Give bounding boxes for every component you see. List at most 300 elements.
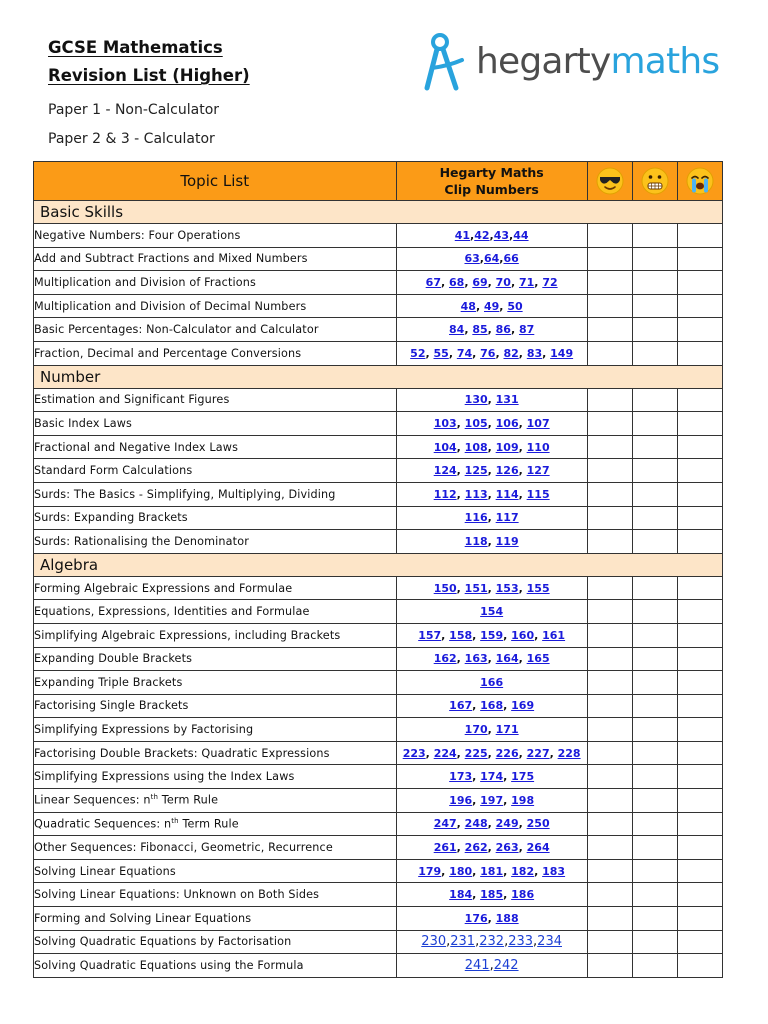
topic-name: Standard Form Calculations (34, 459, 397, 483)
clip-numbers: 241,242 (396, 954, 587, 978)
clip-link[interactable]: 230 (421, 934, 447, 950)
clip-numbers: 179, 180, 181, 182, 183 (396, 859, 587, 883)
unsure-checkbox[interactable] (632, 271, 677, 295)
clip-link[interactable]: 103 (433, 416, 457, 430)
table-row (34, 907, 723, 931)
clip-link[interactable]: 117 (495, 511, 519, 525)
clip-link[interactable]: 127 (526, 464, 550, 478)
clip-numbers: 130, 131 (396, 388, 587, 412)
confident-checkbox[interactable] (587, 883, 632, 907)
clip-link[interactable]: 263 (495, 841, 519, 855)
clip-link[interactable]: 158 (449, 628, 473, 642)
clip-link[interactable]: 87 (518, 323, 535, 337)
not-confident-checkbox[interactable] (677, 576, 722, 600)
table-row (34, 435, 723, 459)
clip-link[interactable]: 176 (464, 911, 488, 925)
not-confident-checkbox[interactable] (677, 765, 722, 789)
not-confident-checkbox[interactable] (677, 718, 722, 742)
clip-numbers: 112, 113, 114, 115 (396, 482, 587, 506)
clip-link[interactable]: 227 (526, 746, 550, 760)
clip-numbers: 261, 262, 263, 264 (396, 836, 587, 860)
clip-numbers: 247, 248, 249, 250 (396, 812, 587, 836)
clip-numbers: 173, 174, 175 (396, 765, 587, 789)
clip-link[interactable]: 171 (495, 723, 519, 737)
hegartymaths-logo (418, 30, 740, 96)
unsure-checkbox[interactable] (632, 741, 677, 765)
table-row (34, 388, 723, 412)
not-confident-checkbox[interactable] (677, 907, 722, 931)
confident-checkbox[interactable] (587, 623, 632, 647)
clip-link[interactable]: 262 (464, 841, 488, 855)
unsure-checkbox[interactable] (632, 435, 677, 459)
topic-name: Expanding Triple Brackets (34, 671, 397, 695)
topic-name: Simplifying Expressions using the Index Laws (34, 765, 397, 789)
clip-link[interactable]: 74 (456, 346, 473, 360)
table-row (34, 506, 723, 530)
clip-link[interactable]: 69 (472, 275, 488, 289)
unsure-checkbox[interactable] (632, 836, 677, 860)
confident-checkbox[interactable] (587, 576, 632, 600)
clip-link[interactable]: 150 (433, 581, 457, 595)
clip-numbers: 84, 85, 86, 87 (396, 318, 587, 342)
clip-link[interactable]: 188 (495, 911, 519, 925)
not-confident-checkbox[interactable] (677, 318, 722, 342)
clip-link[interactable]: 110 (526, 440, 550, 454)
topic-list-header: Topic List (34, 162, 397, 201)
clip-link[interactable]: 68 (449, 275, 465, 289)
clip-link[interactable]: 119 (495, 534, 519, 548)
clip-numbers: 118, 119 (396, 530, 587, 554)
clip-link[interactable]: 154 (480, 605, 504, 619)
clip-link[interactable]: 160 (511, 628, 535, 642)
unsure-checkbox[interactable] (632, 671, 677, 695)
clip-link[interactable]: 126 (495, 464, 519, 478)
confident-checkbox[interactable] (587, 388, 632, 412)
clip-link[interactable]: 153 (495, 581, 519, 595)
topic-name: Simplifying Algebraic Expressions, including Brackets (34, 623, 397, 647)
not-confident-checkbox[interactable] (677, 506, 722, 530)
clip-link[interactable]: 234 (537, 934, 562, 950)
topic-name: Multiplication and Division of Decimal Numbers (34, 294, 397, 318)
clip-numbers: 157, 158, 159, 160, 161 (396, 623, 587, 647)
unsure-column-header (632, 162, 677, 201)
unsure-checkbox[interactable] (632, 907, 677, 931)
topic-name: Quadratic Sequences: $n^{th}$ Term Rule (34, 812, 397, 836)
confident-checkbox[interactable] (587, 459, 632, 483)
clip-numbers: 52, 55, 74, 76, 82, 83, 149 (396, 341, 587, 365)
confident-checkbox[interactable] (587, 318, 632, 342)
section-title: Number (34, 365, 723, 388)
topic-name: Other Sequences: Fibonacci, Geometric, Recurrence (34, 836, 397, 860)
clip-link[interactable]: 185 (480, 888, 504, 902)
clip-link[interactable]: 228 (557, 746, 581, 760)
confident-checkbox[interactable] (587, 271, 632, 295)
table-row (34, 482, 723, 506)
not-confident-checkbox[interactable] (677, 459, 722, 483)
topic-name: Negative Numbers: Four Operations (34, 224, 397, 248)
clip-numbers: 184, 185, 186 (396, 883, 587, 907)
table-row (34, 930, 723, 954)
table-row (34, 247, 723, 271)
clip-numbers: 124, 125, 126, 127 (396, 459, 587, 483)
clip-link[interactable]: 242 (493, 958, 519, 974)
confident-checkbox[interactable] (587, 224, 632, 248)
not-confident-checkbox[interactable] (677, 435, 722, 459)
clip-link[interactable]: 167 (449, 699, 473, 713)
table-row (34, 576, 723, 600)
not-confident-checkbox[interactable] (677, 694, 722, 718)
clip-link[interactable]: 124 (433, 464, 457, 478)
not-confident-checkbox[interactable] (677, 341, 722, 365)
unsure-checkbox[interactable] (632, 718, 677, 742)
unsure-checkbox[interactable] (632, 224, 677, 248)
table-row (34, 271, 723, 295)
unsure-checkbox[interactable] (632, 506, 677, 530)
table-row (34, 789, 723, 813)
section-title: Basic Skills (34, 201, 723, 224)
not-confident-checkbox[interactable] (677, 741, 722, 765)
not-confident-checkbox[interactable] (677, 482, 722, 506)
clip-link[interactable]: 41 (454, 228, 471, 242)
unsure-checkbox[interactable] (632, 482, 677, 506)
clip-link[interactable]: 84 (449, 323, 465, 337)
clip-link[interactable]: 86 (495, 323, 511, 337)
confident-checkbox[interactable] (587, 341, 632, 365)
clip-link[interactable]: 114 (495, 487, 519, 501)
crying-face-icon (685, 166, 715, 196)
section-title: Algebra (34, 553, 723, 576)
topic-name: Solving Linear Equations (34, 859, 397, 883)
confident-checkbox[interactable] (587, 506, 632, 530)
not-confident-checkbox[interactable] (677, 600, 722, 624)
unsure-checkbox[interactable] (632, 318, 677, 342)
clip-link[interactable]: 85 (472, 323, 488, 337)
clip-link[interactable]: 264 (526, 841, 550, 855)
clip-link[interactable]: 151 (464, 581, 488, 595)
document-title (48, 34, 250, 90)
not-confident-checkbox[interactable] (677, 247, 722, 271)
table-header-row (34, 162, 723, 201)
not-confident-checkbox[interactable] (677, 812, 722, 836)
topic-name: Surds: The Basics - Simplifying, Multiplying, Dividing (34, 482, 397, 506)
clip-link[interactable]: 70 (495, 275, 511, 289)
unsure-checkbox[interactable] (632, 576, 677, 600)
clip-link[interactable]: 223 (402, 746, 426, 760)
table-row (34, 623, 723, 647)
topic-name: Basic Percentages: Non-Calculator and Calculator (34, 318, 397, 342)
clip-link[interactable]: 168 (480, 699, 504, 713)
table-row (34, 294, 723, 318)
unsure-checkbox[interactable] (632, 623, 677, 647)
clip-link[interactable]: 197 (480, 793, 504, 807)
clip-link[interactable]: 232 (479, 934, 505, 950)
clip-link[interactable]: 52 (410, 346, 426, 360)
topic-name: Estimation and Significant Figures (34, 388, 397, 412)
clip-link[interactable]: 231 (450, 934, 476, 950)
compass-icon (418, 30, 474, 96)
topic-name: Forming and Solving Linear Equations (34, 907, 397, 931)
clip-link[interactable]: 180 (449, 864, 473, 878)
clip-link[interactable]: 49 (483, 299, 500, 313)
topic-name: Multiplication and Division of Fractions (34, 271, 397, 295)
not-confident-checkbox[interactable] (677, 412, 722, 436)
clip-link[interactable]: 67 (425, 275, 441, 289)
clip-link[interactable]: 72 (542, 275, 558, 289)
clip-link[interactable]: 224 (433, 746, 457, 760)
not-confident-checkbox[interactable] (677, 883, 722, 907)
cool-face-icon (595, 166, 625, 196)
clip-link[interactable]: 179 (418, 864, 442, 878)
clip-link[interactable]: 165 (526, 652, 550, 666)
clip-numbers: 150, 151, 153, 155 (396, 576, 587, 600)
clip-link[interactable]: 109 (495, 440, 519, 454)
confident-checkbox[interactable] (587, 294, 632, 318)
clip-link[interactable]: 118 (464, 534, 488, 548)
clip-link[interactable]: 250 (526, 817, 550, 831)
topic-name: Solving Quadratic Equations using the Formula (34, 954, 397, 978)
unsure-checkbox[interactable] (632, 600, 677, 624)
logo-text-blue: maths (610, 41, 720, 82)
not-confident-column-header (677, 162, 722, 201)
clip-numbers: 104, 108, 109, 110 (396, 435, 587, 459)
topic-name: Fractional and Negative Index Laws (34, 435, 397, 459)
section-header-row (34, 553, 723, 576)
confident-checkbox[interactable] (587, 954, 632, 978)
clip-link[interactable]: 149 (550, 346, 574, 360)
clip-link[interactable]: 113 (464, 487, 488, 501)
not-confident-checkbox[interactable] (677, 623, 722, 647)
not-confident-checkbox[interactable] (677, 530, 722, 554)
table-row (34, 671, 723, 695)
clip-link[interactable]: 166 (480, 675, 504, 689)
clip-link[interactable]: 106 (495, 416, 519, 430)
not-confident-checkbox[interactable] (677, 859, 722, 883)
clip-numbers: 230,231,232,233,234 (396, 930, 587, 954)
confident-checkbox[interactable] (587, 647, 632, 671)
clip-link[interactable]: 181 (480, 864, 504, 878)
confident-checkbox[interactable] (587, 907, 632, 931)
not-confident-checkbox[interactable] (677, 671, 722, 695)
clip-numbers: 196, 197, 198 (396, 789, 587, 813)
unsure-checkbox[interactable] (632, 412, 677, 436)
clip-link[interactable]: 131 (495, 393, 519, 407)
confident-checkbox[interactable] (587, 247, 632, 271)
clip-numbers: 176, 188 (396, 907, 587, 931)
not-confident-checkbox[interactable] (677, 647, 722, 671)
clip-link[interactable]: 63 (464, 252, 480, 266)
not-confident-checkbox[interactable] (677, 388, 722, 412)
not-confident-checkbox[interactable] (677, 224, 722, 248)
logo-wordmark (476, 40, 719, 84)
confident-column-header (587, 162, 632, 201)
table-row (34, 836, 723, 860)
clip-header-line-1: Hegarty Maths (439, 165, 544, 180)
confident-checkbox[interactable] (587, 812, 632, 836)
unsure-checkbox[interactable] (632, 812, 677, 836)
topic-name: Factorising Single Brackets (34, 694, 397, 718)
clip-link[interactable]: 55 (433, 346, 449, 360)
clip-numbers: 48, 49, 50 (396, 294, 587, 318)
confident-checkbox[interactable] (587, 789, 632, 813)
confident-checkbox[interactable] (587, 741, 632, 765)
clip-link[interactable]: 184 (449, 888, 473, 902)
topic-name: Surds: Expanding Brackets (34, 506, 397, 530)
clip-numbers: 103, 105, 106, 107 (396, 412, 587, 436)
clip-link[interactable]: 82 (503, 346, 519, 360)
clip-link[interactable]: 44 (513, 228, 529, 242)
clip-link[interactable]: 247 (433, 817, 457, 831)
clip-link[interactable]: 125 (464, 464, 488, 478)
unsure-checkbox[interactable] (632, 341, 677, 365)
clip-numbers: 170, 171 (396, 718, 587, 742)
topic-name: Surds: Rationalising the Denominator (34, 530, 397, 554)
clip-link[interactable]: 48 (460, 299, 476, 313)
clip-link[interactable]: 108 (464, 440, 488, 454)
table-row (34, 859, 723, 883)
clip-link[interactable]: 112 (433, 487, 457, 501)
clip-link[interactable]: 173 (449, 770, 473, 784)
table-row (34, 530, 723, 554)
clip-numbers: 41,42,43,44 (396, 224, 587, 248)
confident-checkbox[interactable] (587, 930, 632, 954)
clip-link[interactable]: 161 (542, 628, 566, 642)
clip-link[interactable]: 261 (433, 841, 457, 855)
clip-numbers: 116, 117 (396, 506, 587, 530)
not-confident-checkbox[interactable] (677, 271, 722, 295)
clip-link[interactable]: 241 (464, 958, 490, 974)
clip-link[interactable]: 164 (495, 652, 519, 666)
clip-link[interactable]: 107 (526, 416, 550, 430)
clip-numbers (396, 600, 587, 624)
clip-link[interactable]: 50 (507, 299, 523, 313)
unsure-checkbox[interactable] (632, 459, 677, 483)
table-row (34, 647, 723, 671)
clip-link[interactable]: 64 (483, 252, 500, 266)
not-confident-checkbox[interactable] (677, 789, 722, 813)
unsure-checkbox[interactable] (632, 883, 677, 907)
clip-link[interactable]: 182 (511, 864, 535, 878)
clip-numbers: 63,64,66 (396, 247, 587, 271)
not-confident-checkbox[interactable] (677, 930, 722, 954)
clip-link[interactable]: 169 (511, 699, 535, 713)
table-row (34, 954, 723, 978)
clip-link[interactable]: 83 (526, 346, 543, 360)
grimace-face-icon (640, 166, 670, 196)
unsure-checkbox[interactable] (632, 765, 677, 789)
topic-name: Forming Algebraic Expressions and Formulae (34, 576, 397, 600)
clip-link[interactable]: 183 (542, 864, 566, 878)
table-row (34, 741, 723, 765)
section-header-row (34, 201, 723, 224)
topic-name: Simplifying Expressions by Factorising (34, 718, 397, 742)
unsure-checkbox[interactable] (632, 789, 677, 813)
clip-link[interactable]: 163 (464, 652, 488, 666)
topic-name: Linear Sequences: $n^{th}$ Term Rule (34, 789, 397, 813)
clip-header-line-2: Clip Numbers (444, 182, 539, 197)
confident-checkbox[interactable] (587, 694, 632, 718)
topic-name: Add and Subtract Fractions and Mixed Numbers (34, 247, 397, 271)
unsure-checkbox[interactable] (632, 647, 677, 671)
clip-link[interactable]: 196 (449, 793, 473, 807)
unsure-checkbox[interactable] (632, 930, 677, 954)
clip-link[interactable]: 71 (518, 275, 535, 289)
unsure-checkbox[interactable] (632, 247, 677, 271)
clip-link[interactable]: 175 (511, 770, 535, 784)
confident-checkbox[interactable] (587, 836, 632, 860)
clip-link[interactable]: 233 (508, 934, 534, 950)
clip-link[interactable]: 42 (474, 228, 490, 242)
unsure-checkbox[interactable] (632, 694, 677, 718)
clip-link[interactable]: 105 (464, 416, 488, 430)
confident-checkbox[interactable] (587, 859, 632, 883)
clip-numbers: 162, 163, 164, 165 (396, 647, 587, 671)
clip-link[interactable]: 115 (526, 487, 550, 501)
clip-link[interactable]: 198 (511, 793, 535, 807)
clip-link[interactable]: 116 (464, 511, 488, 525)
table-row (34, 412, 723, 436)
clip-link[interactable]: 159 (480, 628, 504, 642)
confident-checkbox[interactable] (587, 435, 632, 459)
unsure-checkbox[interactable] (632, 294, 677, 318)
clip-link[interactable]: 76 (480, 346, 496, 360)
clip-link[interactable]: 170 (464, 723, 488, 737)
clip-link[interactable]: 162 (433, 652, 457, 666)
clip-link[interactable]: 249 (495, 817, 519, 831)
paper-2-label: Paper 2 & 3 - Calculator (48, 131, 215, 147)
clip-link[interactable]: 226 (495, 746, 519, 760)
confident-checkbox[interactable] (587, 765, 632, 789)
clip-link[interactable]: 248 (464, 817, 488, 831)
clip-link[interactable]: 104 (433, 440, 457, 454)
topic-name: Fraction, Decimal and Percentage Conversions (34, 341, 397, 365)
unsure-checkbox[interactable] (632, 530, 677, 554)
clip-link[interactable]: 174 (480, 770, 504, 784)
table-row (34, 718, 723, 742)
clip-link[interactable]: 157 (418, 628, 442, 642)
table-row (34, 765, 723, 789)
paper-1-label: Paper 1 - Non-Calculator (48, 102, 220, 118)
clip-link[interactable]: 155 (526, 581, 550, 595)
section-header-row (34, 365, 723, 388)
topic-name: Solving Quadratic Equations by Factorisation (34, 930, 397, 954)
table-row (34, 459, 723, 483)
not-confident-checkbox[interactable] (677, 954, 722, 978)
confident-checkbox[interactable] (587, 671, 632, 695)
not-confident-checkbox[interactable] (677, 836, 722, 860)
topic-name: Solving Linear Equations: Unknown on Both Sides (34, 883, 397, 907)
table-row (34, 318, 723, 342)
clip-numbers: 167, 168, 169 (396, 694, 587, 718)
confident-checkbox[interactable] (587, 482, 632, 506)
clip-link[interactable]: 186 (511, 888, 535, 902)
unsure-checkbox[interactable] (632, 954, 677, 978)
clip-link[interactable]: 225 (464, 746, 488, 760)
clip-link[interactable]: 66 (503, 252, 519, 266)
confident-checkbox[interactable] (587, 600, 632, 624)
unsure-checkbox[interactable] (632, 859, 677, 883)
topic-name: Basic Index Laws (34, 412, 397, 436)
logo-text-dark: hegarty (476, 41, 611, 82)
confident-checkbox[interactable] (587, 718, 632, 742)
table-row (34, 224, 723, 248)
clip-link[interactable]: 43 (493, 228, 510, 242)
confident-checkbox[interactable] (587, 530, 632, 554)
clip-numbers: 223, 224, 225, 226, 227, 228 (396, 741, 587, 765)
clip-link[interactable]: 130 (464, 393, 488, 407)
not-confident-checkbox[interactable] (677, 294, 722, 318)
confident-checkbox[interactable] (587, 412, 632, 436)
unsure-checkbox[interactable] (632, 388, 677, 412)
